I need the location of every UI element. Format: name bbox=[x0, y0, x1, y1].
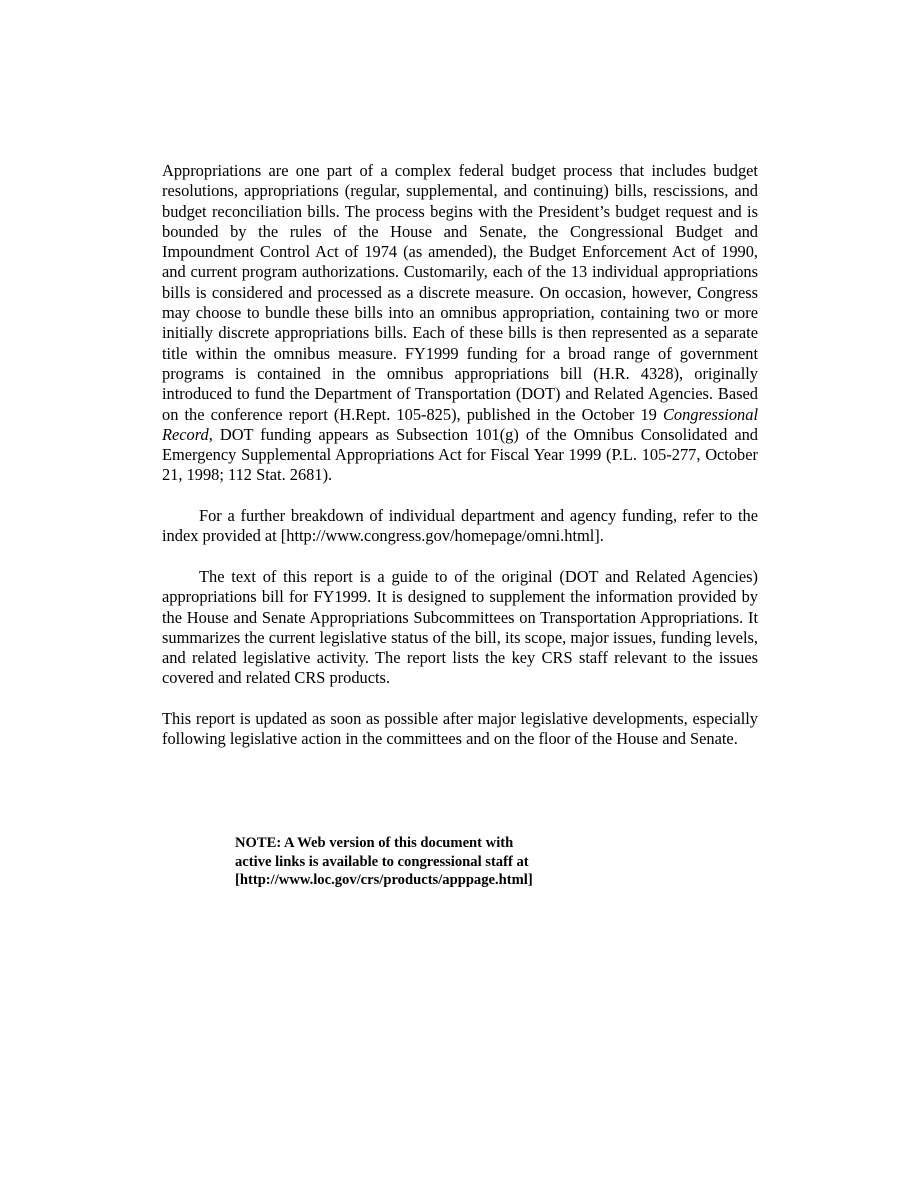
web-version-note bbox=[235, 834, 595, 890]
note-line-2: active links is available to congressional staff at bbox=[235, 853, 529, 870]
paragraph-update-policy: This report is updated as soon as possible after major legislative developments, especially following legislative action in the committees and on the floor of the House and Senate. bbox=[162, 709, 758, 749]
paragraph-budget-process bbox=[162, 161, 758, 486]
paragraph-report-guide: The text of this report is a guide to of the original (DOT and Related Agencies) appropriations bill for FY1999. It is designed to supplement the information provided by the House and Senate Appropriations Subcommittees on Transportation Appropriations. It summarizes the current legislative status of the bill, its scope, major issues, funding levels, and related legislative activity. The report lists the key CRS staff relevant to the issues covered and related CRS products. bbox=[162, 566, 758, 688]
paragraph-budget-process-tail: , DOT funding appears as Subsection 101(g) of the Omnibus Consolidated and Emergency Supplemental Appropriations Act for Fiscal Year 1999 (P.L. 105-277, October 21, 1998; 112 Stat. 2681). bbox=[162, 424, 758, 485]
paragraph-budget-process-text: Appropriations are one part of a complex federal budget process that includes budget resolutions, appropriations (regular, supplemental, and continuing) bills, rescissions, and budget reconciliation bills. The process begins with the President’s budget request and is bounded by the rules of the House and Senate, the Congressional Budget and Impoundment Control Act of 1974 (as amended), the Budget Enforcement Act of 1990, and current program authorizations. Customarily, each of the 13 individual appropriations bills is considered and processed as a discrete measure. On occasion, however, Congress may choose to bundle these bills into an omnibus appropriation, containing two or more initially discrete appropriations bills. Each of these bills is then represented as a separate title within the omnibus measure. FY1999 funding for a broad range of government programs is contained in the omnibus appropriations bill (H.R. 4328), originally introduced to fund the Department of Transportation (DOT) and Related Agencies. Based on the conference report (H.Rept. 105-825), published in the October 19 bbox=[162, 161, 758, 424]
note-link[interactable]: [http://www.loc.gov/crs/products/apppage.html] bbox=[235, 872, 533, 889]
note-line-1: NOTE: A Web version of this document with bbox=[235, 835, 514, 851]
congressional-record-title: Congressional Record bbox=[162, 404, 758, 444]
paragraph-funding-breakdown: For a further breakdown of individual department and agency funding, refer to the index provided at [http://www.congress.gov/homepage/omni.html]. bbox=[162, 506, 758, 546]
report-body bbox=[162, 161, 758, 750]
